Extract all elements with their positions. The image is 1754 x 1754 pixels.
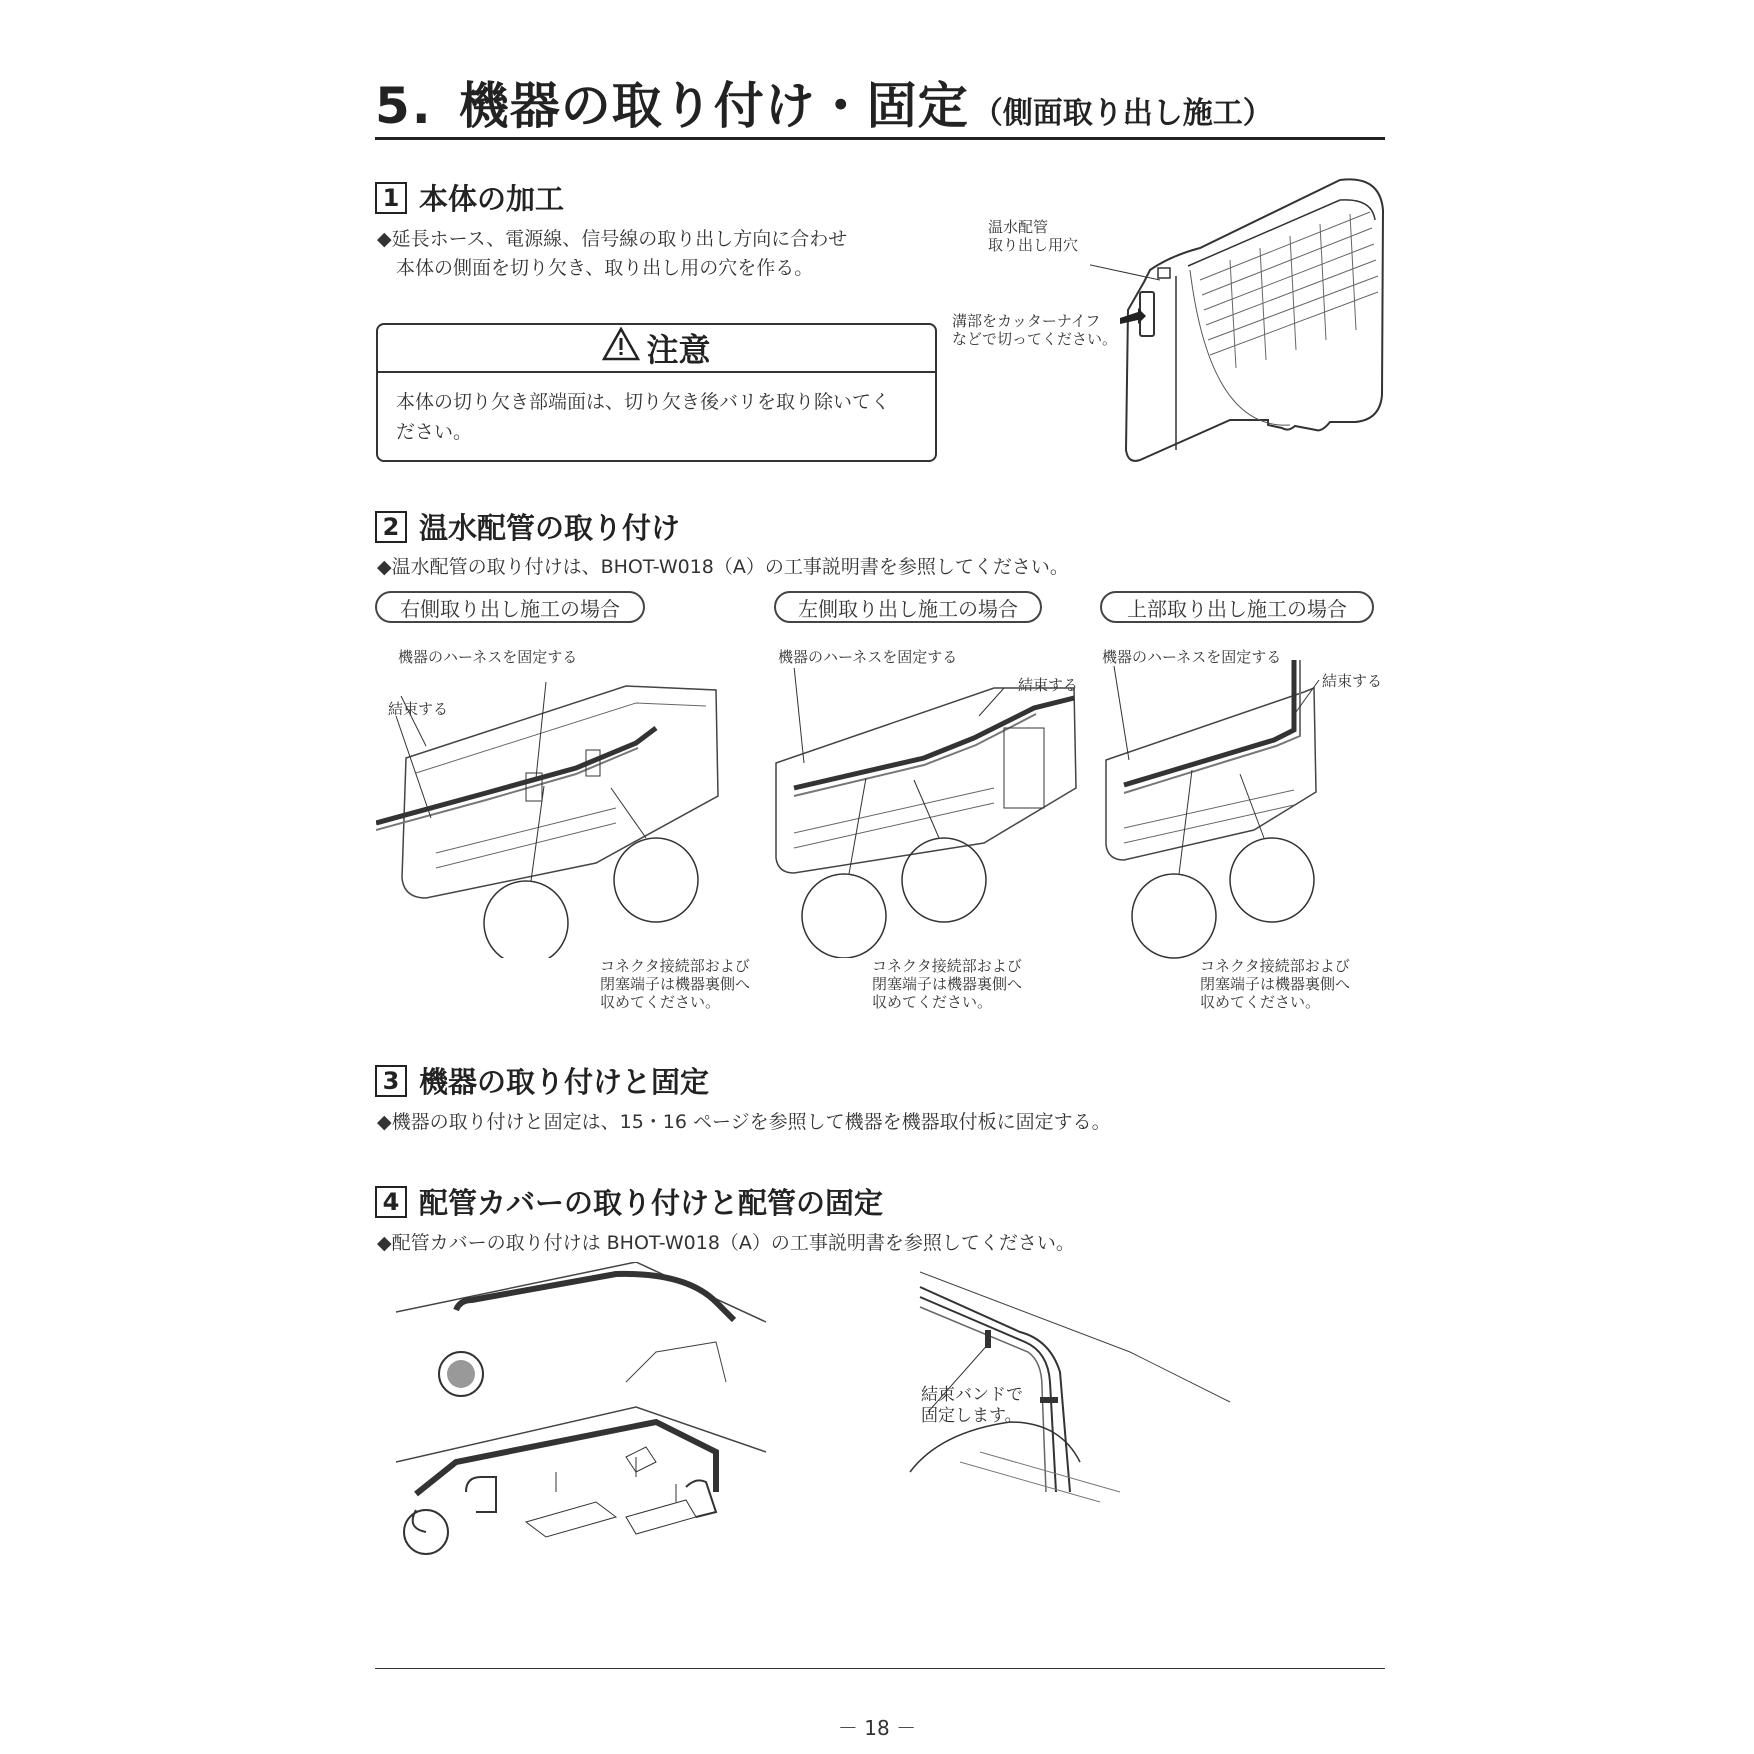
page-number: － 18 － xyxy=(837,1716,917,1740)
section-1-text-line: 本体の側面を切り欠き、取り出し用の穴を作る。 xyxy=(396,257,814,279)
case-label-left: 左側取り出し施工の場合 xyxy=(774,591,1042,623)
case3-bind-label: 結束する xyxy=(1322,672,1383,690)
fig1-label-groove: 溝部をカッターナイフ などで切ってください。 xyxy=(952,312,1118,348)
case1-harness-label: 機器のハーネスを固定する xyxy=(398,648,578,666)
section-4-heading xyxy=(375,1181,883,1222)
case3-harness-label: 機器のハーネスを固定する xyxy=(1102,648,1282,666)
section-2-text: ◆温水配管の取り付けは、BHOT-W018（A）の工事説明書を参照してください。 xyxy=(377,556,1069,578)
section-number: 2 xyxy=(375,511,407,543)
section-number: 4 xyxy=(375,1186,407,1218)
section-number: 1 xyxy=(375,182,407,214)
caution-box xyxy=(376,323,937,462)
chapter-number: 5. xyxy=(375,77,433,135)
caution-text xyxy=(378,373,935,461)
chapter-title: 機器の取り付け・固定 xyxy=(458,77,969,135)
caution-header xyxy=(378,325,935,373)
pipe-band-detail-illustration xyxy=(900,1262,1240,1512)
case3-note: コネクタ接続部および 閉塞端子は機器裏側へ 収めてください。 xyxy=(1200,957,1351,1011)
section-2-heading xyxy=(375,506,680,547)
case2-bind-label: 結束する xyxy=(1018,676,1079,694)
page-title xyxy=(375,66,1273,138)
case1-note: コネクタ接続部および 閉塞端子は機器裏側へ 収めてください。 xyxy=(600,957,751,1011)
fig1-label-hole: 温水配管 取り出し用穴 xyxy=(988,218,1079,254)
section-1-heading xyxy=(375,177,564,218)
case1-illustration xyxy=(376,668,726,958)
case2-harness-label: 機器のハーネスを固定する xyxy=(778,648,958,666)
section-title: 配管カバーの取り付けと配管の固定 xyxy=(419,1186,884,1220)
section-title: 本体の加工 xyxy=(419,182,565,216)
case-label-top: 上部取り出し施工の場合 xyxy=(1100,591,1374,623)
section-3-heading xyxy=(375,1060,709,1101)
case2-note: コネクタ接続部および 閉塞端子は機器裏側へ 収めてください。 xyxy=(872,957,1023,1011)
section-number: 3 xyxy=(375,1065,407,1097)
header-rule xyxy=(375,137,1385,140)
section-1-text xyxy=(377,225,847,283)
unit-side-illustration xyxy=(1090,170,1390,470)
caution-title: 注意 xyxy=(646,331,711,369)
section-1-text-line: ◆延長ホース、電源線、信号線の取り出し方向に合わせ xyxy=(377,228,848,250)
chapter-subtitle: （側面取り出し施工） xyxy=(972,96,1273,131)
caution-text-line: ださい。 xyxy=(396,421,473,443)
caution-text-line: 本体の切り欠き部端面は、切り欠き後バリを取り除いてく xyxy=(396,391,891,413)
case2-illustration xyxy=(774,668,1104,958)
case1-bind-label: 結束する xyxy=(388,700,449,718)
section-4-text: ◆配管カバーの取り付けは BHOT-W018（A）の工事説明書を参照してください。 xyxy=(377,1232,1075,1254)
pipe-cover-assembly-illustration xyxy=(396,1262,816,1562)
case3-illustration xyxy=(1104,660,1384,960)
section-title: 温水配管の取り付け xyxy=(419,511,681,545)
fig4-label-band: 結束バンドで 固定します。 xyxy=(921,1385,1023,1426)
section-3-text: ◆機器の取り付けと固定は、15・16 ページを参照して機器を機器取付板に固定する。 xyxy=(377,1111,1111,1133)
warning-triangle-icon xyxy=(602,327,640,369)
section-title: 機器の取り付けと固定 xyxy=(419,1065,710,1099)
footer-rule xyxy=(375,1668,1385,1669)
case-label-right: 右側取り出し施工の場合 xyxy=(375,591,645,623)
